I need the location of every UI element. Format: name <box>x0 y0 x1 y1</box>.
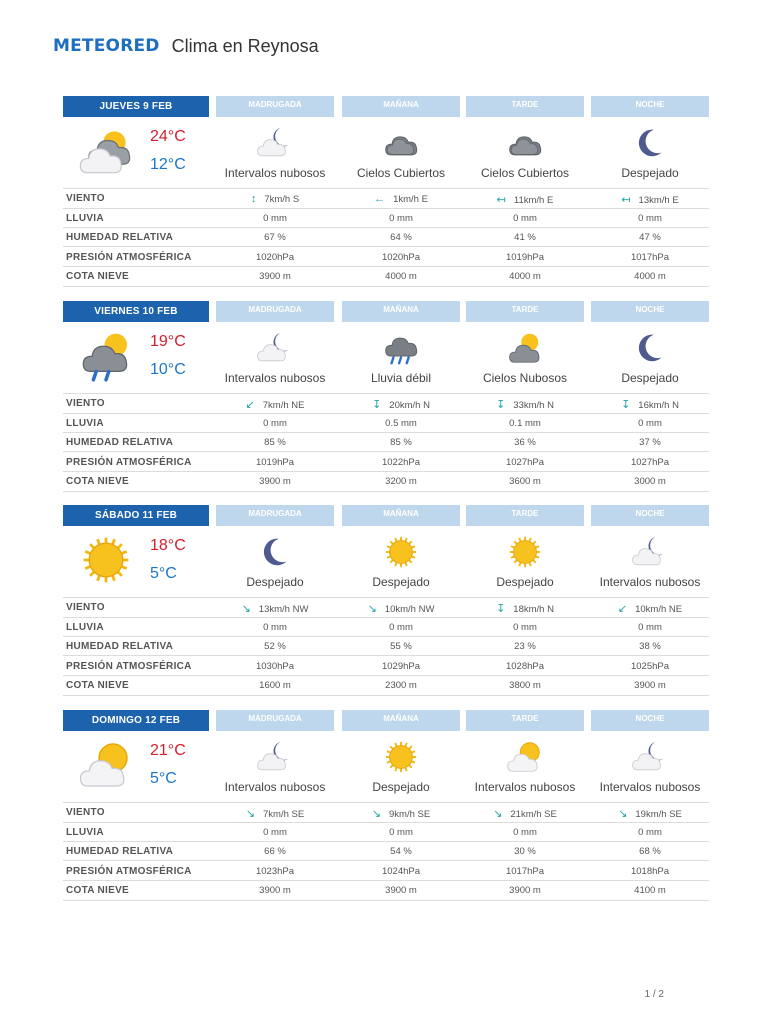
row-label: LLUVIA <box>66 827 104 838</box>
dark-cloud-icon <box>505 124 545 162</box>
moon-cloud-icon <box>630 533 670 571</box>
moon-cloud-icon <box>255 738 295 776</box>
wind-arrow-icon: ↙ <box>245 399 255 411</box>
rain-value: 0 mm <box>389 213 413 224</box>
condition-description: Despejado <box>246 575 304 589</box>
wind-cell <box>466 807 584 820</box>
wind-arrow-icon: ↘ <box>371 808 382 820</box>
wind-cell <box>216 193 334 205</box>
row-divider <box>63 695 709 696</box>
row-divider <box>63 451 709 452</box>
page-number: 1 / 2 <box>644 989 664 1000</box>
pressure-value: 1017hPa <box>630 252 670 263</box>
rain-value: 0 mm <box>389 827 413 838</box>
wind-value: 10km/h NW <box>384 604 435 615</box>
snow-value: 3000 m <box>634 476 666 487</box>
period-header: TARDE <box>466 505 584 526</box>
period-header: NOCHE <box>591 710 709 731</box>
condition-description: Intervalos nubosos <box>224 780 326 794</box>
wind-value: 13km/h NW <box>258 604 309 615</box>
humidity-value: 37 % <box>639 437 661 448</box>
rain-value: 0 mm <box>638 418 662 429</box>
rain-value: 0.5 mm <box>385 418 417 429</box>
row-divider <box>63 246 709 247</box>
humidity-value: 68 % <box>639 846 661 857</box>
snow-value: 4000 m <box>634 271 666 282</box>
moon-cloud-icon <box>255 329 295 367</box>
min-temperature: 10°C <box>150 361 186 378</box>
min-temperature: 5°C <box>150 565 177 582</box>
condition-description: Cielos Cubiertos <box>480 166 570 180</box>
pressure-value: 1020hPa <box>381 252 421 263</box>
row-label: COTA NIEVE <box>66 680 130 691</box>
wind-value: 10km/h NE <box>635 604 683 615</box>
row-divider <box>63 266 709 267</box>
pressure-value: 1017hPa <box>505 866 545 877</box>
wind-value: 7km/h SE <box>263 809 305 820</box>
humidity-value: 64 % <box>390 232 412 243</box>
condition-description: Intervalos nubosos <box>599 575 701 589</box>
wind-value: 7km/h S <box>264 194 300 205</box>
row-label: LLUVIA <box>66 418 104 429</box>
wind-value: 9km/h SE <box>389 809 431 820</box>
pressure-value: 1018hPa <box>630 866 670 877</box>
snow-value: 3800 m <box>509 680 541 691</box>
wind-value: 19km/h SE <box>635 809 682 820</box>
wind-arrow-icon: ↘ <box>367 603 377 615</box>
sun-cloud-icon <box>505 738 545 776</box>
row-divider <box>63 597 709 598</box>
wind-value: 7km/h NE <box>262 400 305 411</box>
dark-cloud-icon <box>381 124 421 162</box>
row-label: COTA NIEVE <box>66 271 130 282</box>
humidity-value: 85 % <box>390 437 412 448</box>
snow-value: 3900 m <box>634 680 666 691</box>
wind-cell <box>466 398 584 411</box>
wind-value: 18km/h N <box>513 604 554 615</box>
humidity-value: 66 % <box>264 846 286 857</box>
day-block <box>0 301 768 506</box>
wind-arrow-icon: ↙ <box>617 603 628 615</box>
wind-cell <box>342 398 460 411</box>
humidity-value: 47 % <box>639 232 661 243</box>
humidity-value: 55 % <box>390 641 412 652</box>
condition-description: Intervalos nubosos <box>599 780 701 794</box>
row-divider <box>63 617 709 618</box>
snow-value: 3900 m <box>385 885 417 896</box>
page-title: Clima en Reynosa <box>171 35 319 56</box>
snow-value: 3900 m <box>259 271 291 282</box>
row-divider <box>63 491 709 492</box>
condition-description: Intervalos nubosos <box>474 780 576 794</box>
wind-arrow-icon: ↧ <box>496 603 506 615</box>
wind-value: 1km/h E <box>393 194 428 205</box>
wind-cell <box>466 602 584 615</box>
wind-arrow-icon: ↤ <box>621 194 631 206</box>
wind-value: 16km/h N <box>638 400 679 411</box>
rain-value: 0 mm <box>263 418 287 429</box>
wind-arrow-icon: ↘ <box>245 808 256 820</box>
rain-value: 0 mm <box>263 622 287 633</box>
period-header: MAÑANA <box>342 505 460 526</box>
pressure-value: 1030hPa <box>255 661 295 672</box>
pressure-value: 1027hPa <box>630 457 670 468</box>
rain-value: 0 mm <box>513 213 537 224</box>
wind-cell <box>591 193 709 206</box>
wind-value: 13km/h E <box>638 195 679 206</box>
period-header: MADRUGADA <box>216 505 334 526</box>
humidity-value: 38 % <box>639 641 661 652</box>
min-temperature: 5°C <box>150 770 177 787</box>
row-label: COTA NIEVE <box>66 476 130 487</box>
day-block <box>0 710 768 915</box>
condition-description: Despejado <box>496 575 554 589</box>
pressure-value: 1022hPa <box>381 457 421 468</box>
row-label: PRESIÓN ATMOSFÉRICA <box>66 661 192 672</box>
min-temperature: 12°C <box>150 156 186 173</box>
pressure-value: 1019hPa <box>505 252 545 263</box>
pressure-value: 1024hPa <box>381 866 421 877</box>
row-label: PRESIÓN ATMOSFÉRICA <box>66 457 192 468</box>
row-label: HUMEDAD RELATIVA <box>66 232 174 243</box>
row-label: VIENTO <box>66 398 105 409</box>
row-label: VIENTO <box>66 807 105 818</box>
wind-cell <box>216 602 334 615</box>
moon-icon <box>630 329 670 367</box>
row-divider <box>63 880 709 881</box>
wind-cell <box>591 602 709 615</box>
row-label: HUMEDAD RELATIVA <box>66 846 174 857</box>
day-header: DOMINGO 12 FEB <box>63 710 209 731</box>
condition-description: Despejado <box>372 780 430 794</box>
rain-value: 0 mm <box>513 622 537 633</box>
pressure-value: 1020hPa <box>255 252 295 263</box>
row-divider <box>63 860 709 861</box>
max-temperature: 18°C <box>150 537 186 554</box>
period-header: TARDE <box>466 301 584 322</box>
period-header: MADRUGADA <box>216 301 334 322</box>
row-divider <box>63 286 709 287</box>
rain-value: 0 mm <box>263 213 287 224</box>
max-temperature: 19°C <box>150 333 186 350</box>
wind-cell <box>591 807 709 820</box>
humidity-value: 30 % <box>514 846 536 857</box>
wind-value: 33km/h N <box>513 400 554 411</box>
wind-arrow-icon: ↧ <box>372 399 382 411</box>
humidity-value: 23 % <box>514 641 536 652</box>
wind-arrow-icon: ↘ <box>493 808 503 820</box>
wind-cell <box>342 193 460 205</box>
condition-description: Cielos Cubiertos <box>356 166 446 180</box>
condition-description: Intervalos nubosos <box>224 166 326 180</box>
condition-description: Despejado <box>621 166 679 180</box>
condition-description: Despejado <box>621 371 679 385</box>
wind-arrow-icon: ↕ <box>250 193 257 205</box>
row-label: LLUVIA <box>66 622 104 633</box>
wind-cell <box>591 398 709 411</box>
wind-value: 11km/h E <box>513 195 554 206</box>
wind-arrow-icon: ↘ <box>618 808 628 820</box>
snow-value: 3900 m <box>509 885 541 896</box>
rain-value: 0 mm <box>638 213 662 224</box>
rain-value: 0 mm <box>638 622 662 633</box>
period-header: TARDE <box>466 710 584 731</box>
pressure-value: 1028hPa <box>505 661 545 672</box>
rain-cloud-icon <box>381 329 421 367</box>
sun-icon <box>381 533 421 571</box>
day-block <box>0 96 768 301</box>
row-divider <box>63 900 709 901</box>
row-divider <box>63 841 709 842</box>
row-divider <box>63 413 709 414</box>
sun-icon <box>505 533 545 571</box>
wind-arrow-icon: ↧ <box>496 399 506 411</box>
period-header: NOCHE <box>591 505 709 526</box>
period-header: NOCHE <box>591 96 709 117</box>
sun-icon <box>78 532 134 588</box>
rain-value: 0 mm <box>263 827 287 838</box>
snow-value: 3900 m <box>259 476 291 487</box>
brand-logo: METEORED <box>53 36 160 56</box>
sun-icon <box>381 738 421 776</box>
row-divider <box>63 802 709 803</box>
wind-arrow-icon: ↧ <box>621 399 631 411</box>
humidity-value: 85 % <box>264 437 286 448</box>
wind-arrow-icon: ↘ <box>241 603 251 615</box>
wind-arrow-icon: ↤ <box>496 194 506 206</box>
humidity-value: 54 % <box>390 846 412 857</box>
row-label: HUMEDAD RELATIVA <box>66 437 174 448</box>
row-label: PRESIÓN ATMOSFÉRICA <box>66 866 192 877</box>
wind-cell <box>216 807 334 820</box>
wind-value: 20km/h N <box>389 400 430 411</box>
row-divider <box>63 822 709 823</box>
period-header: MAÑANA <box>342 96 460 117</box>
snow-value: 3600 m <box>509 476 541 487</box>
row-divider <box>63 432 709 433</box>
day-block <box>0 505 768 710</box>
period-header: TARDE <box>466 96 584 117</box>
rain-value: 0.1 mm <box>509 418 541 429</box>
wind-cell <box>342 602 460 615</box>
condition-description: Cielos Nubosos <box>482 371 568 385</box>
wind-value: 21km/h SE <box>510 809 557 820</box>
wind-arrow-icon: ← <box>374 193 386 205</box>
max-temperature: 24°C <box>150 128 186 145</box>
period-header: MADRUGADA <box>216 96 334 117</box>
humidity-value: 67 % <box>264 232 286 243</box>
humidity-value: 41 % <box>514 232 536 243</box>
rain-sun-cloud-icon <box>78 328 134 384</box>
period-header: MAÑANA <box>342 301 460 322</box>
cloudy-partly-icon <box>78 123 134 179</box>
sun-dark-cloud-icon <box>505 329 545 367</box>
rain-value: 0 mm <box>389 622 413 633</box>
period-header: MADRUGADA <box>216 710 334 731</box>
snow-value: 3900 m <box>259 885 291 896</box>
rain-value: 0 mm <box>638 827 662 838</box>
condition-description: Despejado <box>372 575 430 589</box>
moon-icon <box>630 124 670 162</box>
day-header: JUEVES 9 FEB <box>63 96 209 117</box>
sun-cloud-icon <box>78 737 134 793</box>
condition-description: Intervalos nubosos <box>224 371 326 385</box>
row-label: COTA NIEVE <box>66 885 130 896</box>
humidity-value: 36 % <box>514 437 536 448</box>
row-divider <box>63 393 709 394</box>
row-divider <box>63 675 709 676</box>
wind-cell <box>342 807 460 820</box>
pressure-value: 1023hPa <box>255 866 295 877</box>
snow-value: 4000 m <box>509 271 541 282</box>
pressure-value: 1019hPa <box>255 457 295 468</box>
condition-description: Lluvia débil <box>370 371 432 385</box>
pressure-value: 1029hPa <box>381 661 421 672</box>
row-label: VIENTO <box>66 193 105 204</box>
moon-cloud-icon <box>630 738 670 776</box>
row-divider <box>63 471 709 472</box>
day-header: VIERNES 10 FEB <box>63 301 209 322</box>
snow-value: 4100 m <box>634 885 666 896</box>
row-label: HUMEDAD RELATIVA <box>66 641 174 652</box>
moon-cloud-icon <box>255 124 295 162</box>
row-label: VIENTO <box>66 602 105 613</box>
snow-value: 4000 m <box>385 271 417 282</box>
row-divider <box>63 208 709 209</box>
humidity-value: 52 % <box>264 641 286 652</box>
moon-icon <box>255 533 295 571</box>
row-label: LLUVIA <box>66 213 104 224</box>
row-divider <box>63 188 709 189</box>
row-divider <box>63 636 709 637</box>
row-divider <box>63 227 709 228</box>
pressure-value: 1027hPa <box>505 457 545 468</box>
period-header: NOCHE <box>591 301 709 322</box>
wind-cell <box>216 398 334 411</box>
period-header: MAÑANA <box>342 710 460 731</box>
day-header: SÁBADO 11 FEB <box>63 505 209 526</box>
row-divider <box>63 655 709 656</box>
snow-value: 3200 m <box>385 476 417 487</box>
snow-value: 1600 m <box>259 680 291 691</box>
pressure-value: 1025hPa <box>630 661 670 672</box>
rain-value: 0 mm <box>513 827 537 838</box>
row-label: PRESIÓN ATMOSFÉRICA <box>66 252 192 263</box>
snow-value: 2300 m <box>385 680 417 691</box>
wind-cell <box>466 193 584 206</box>
max-temperature: 21°C <box>150 742 186 759</box>
